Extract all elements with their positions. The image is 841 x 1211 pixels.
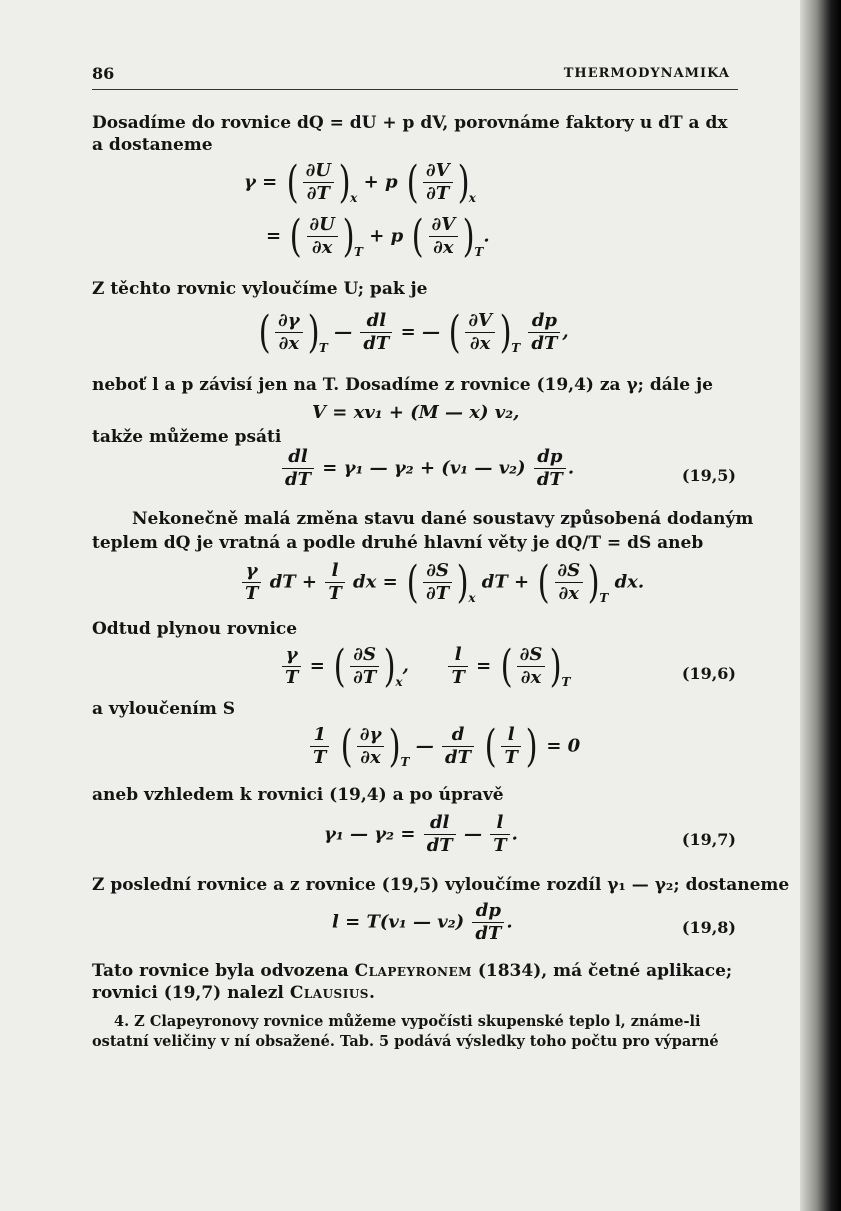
paragraph-1: Dosadíme do rovnice dQ = dU + p dV, porovnáme faktory u dT a dx	[92, 113, 728, 133]
equation-gamma-1: γ = ( $\frac{\partial U}{\partial T}$ )$_x + p$ ( $\frac{\partial V}{\partial T}$ )$_x$	[244, 156, 476, 208]
paragraph-5: Nekonečně malá změna stavu dané soustavy způsobená dodaným	[132, 509, 754, 529]
equation-number-19-6: (19,6)	[681, 664, 736, 683]
paragraph-11: 4. Z Clapeyronovy rovnice můžeme vypočísti skupenské teplo l, známe-li	[114, 1013, 701, 1030]
book-spine-edge	[800, 0, 841, 1211]
equation-dS: $\frac{\gamma}{T}$ dT + $\frac{l}{T}$ dx = ( $\frac{\partial S}{\partial T}$ )$_x$ dT + ( $\frac{\partial S}{\partial x}$ )$_T$ dx.	[240, 560, 644, 605]
paragraph-11b: ostatní veličiny v ní obsažené. Tab. 5 podává výsledky toho počtu pro výparné	[92, 1033, 719, 1050]
paragraph-7: a vyloučením S	[92, 699, 236, 719]
paragraph-1b: a dostaneme	[92, 135, 213, 155]
paragraph-2: Z těchto rovnic vyloučíme U; pak je	[92, 279, 428, 299]
equation-eliminate-U: ( $\frac{\partial\gamma}{\partial x}$ )$_T$ — $\frac{dl}{dT}$ = — ( $\frac{\partial V}{\partial x}$ )$_T$ $\frac{dp}{dT}$ ,	[258, 306, 569, 358]
equation-19-6: $\frac{\gamma}{T}$ = ( $\frac{\partial S}{\partial T}$ )$_x$, $\frac{l}{T}$ = ( $\frac{\partial S}{\partial x}$ )$_T$	[280, 644, 570, 689]
paragraph-6: Odtud plynou rovnice	[92, 619, 298, 639]
equation-volume: V = xv₁ + (M — x) v₂,	[312, 402, 520, 423]
equation-number-19-7: (19,7)	[681, 830, 736, 849]
paragraph-8: aneb vzhledem k rovnici (19,4) a po úpravě	[92, 785, 504, 805]
equation-gamma-2: = ( $\frac{\partial U}{\partial x}$ )$_T + p$ ( $\frac{\partial V}{\partial x}$ )$_T$.	[266, 210, 490, 262]
equation-number-19-5: (19,5)	[681, 466, 736, 485]
header-rule	[92, 89, 738, 90]
equation-19-7: γ₁ — γ₂ = $\frac{dl}{dT}$ — $\frac{l}{T}$ .	[324, 812, 518, 856]
equation-19-8: l = T(v₁ — v₂) $\frac{dp}{dT}$ .	[332, 900, 513, 944]
page-number: 86	[92, 64, 115, 83]
paragraph-10b: rovnici (19,7) nalezl Clausius.	[92, 983, 375, 1003]
paragraph-10: Tato rovnice byla odvozena Clapeyronem (1834), má četné aplikace;	[92, 961, 733, 981]
equation-eliminate-S: $\frac{1}{T}$ ( $\frac{\partial\gamma}{\partial x}$ )$_T$ — $\frac{d}{dT}$ ( $\frac{l}{T}$ ) = 0	[308, 724, 580, 769]
author-clausius: Clausius	[289, 983, 369, 1003]
paragraph-3: neboť l a p závisí jen na T. Dosadíme z rovnice (19,4) za γ; dále je	[92, 375, 713, 395]
equation-number-19-8: (19,8)	[681, 918, 736, 937]
author-clapeyron: Clapeyronem	[354, 961, 472, 981]
paragraph-9: Z poslední rovnice a z rovnice (19,5) vyloučíme rozdíl γ₁ — γ₂; dostaneme	[92, 875, 790, 895]
paragraph-4: takže můžeme psáti	[92, 427, 282, 447]
paragraph-5b: teplem dQ je vratná a podle druhé hlavní věty je dQ/T = dS aneb	[92, 533, 704, 553]
equation-19-5: $\frac{dl}{dT}$ = γ₁ — γ₂ + (v₁ — v₂) $\frac{dp}{dT}$ .	[280, 446, 574, 491]
running-title: THERMODYNAMIKA	[563, 66, 730, 81]
